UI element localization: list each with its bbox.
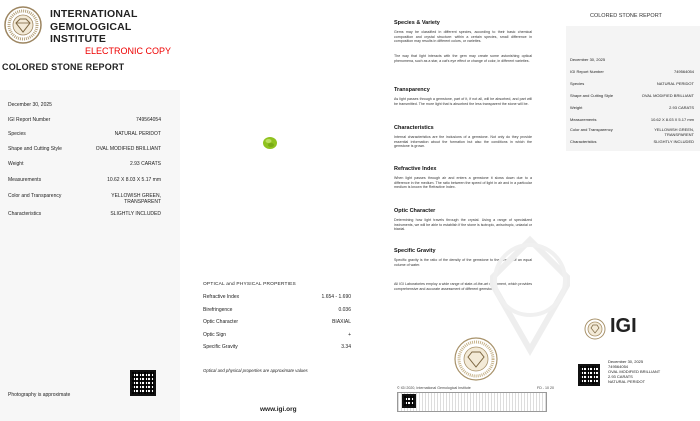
- report-number-label: IGI Report Number: [8, 117, 51, 123]
- org-line-1: INTERNATIONAL: [50, 8, 138, 20]
- gem-image: [262, 136, 278, 150]
- definition-title: Species & Variety: [394, 20, 440, 26]
- right-row-label: Weight: [570, 105, 583, 110]
- org-name: [50, 8, 138, 46]
- right-color-label: Color and Transparency: [570, 127, 613, 132]
- optical-value: 1.654 - 1.690: [321, 294, 351, 300]
- definition-title: Characteristics: [394, 125, 434, 131]
- optical-value: 0.036: [338, 306, 351, 313]
- igi-seal-icon: [4, 6, 42, 44]
- color-value-line-1: YELLOWISH GREEN,: [111, 193, 161, 199]
- right-color-value-1: YELLOWISH GREEN,: [654, 127, 694, 132]
- stub-line: 749564054: [608, 364, 629, 369]
- right-row-label: Species: [570, 81, 585, 86]
- measurements-label: Measurements: [8, 177, 42, 183]
- species-label: Species: [8, 131, 26, 137]
- optical-note: Optical and physical properties are approximate values: [203, 368, 308, 373]
- optical-value: BIAXIAL: [332, 319, 351, 325]
- weight-label: Weight: [8, 161, 24, 167]
- right-color-value-2: TRANSPARENT: [664, 132, 694, 137]
- shape-label: Shape and Cutting Style: [8, 146, 62, 152]
- optical-label: Birefringence: [203, 306, 233, 313]
- right-date: December 30, 2025: [570, 57, 606, 62]
- definition-text-extra: The way that light interacts with the gem may create some astonishing optical phenomena, such as a star, a cat's eye effect or change of color, in different varieties.: [394, 54, 532, 63]
- stub-info: [608, 359, 660, 384]
- right-row-value: 749564054: [673, 69, 694, 74]
- report-title: COLORED STONE REPORT: [2, 62, 125, 72]
- stub-line: December 30, 2025: [608, 359, 644, 364]
- optical-value: +: [348, 331, 351, 338]
- igi-seal-bottom-icon: [454, 337, 498, 381]
- org-line-3: INSTITUTE: [50, 33, 107, 45]
- middle-sheet: [195, 0, 360, 421]
- definition-text: When light passes through air and enters a gemstone it slows down due to a difference in the medium. The ratio between the speed of light in air and in a particular medium is known the Refractive Index.: [394, 176, 532, 190]
- optical-label: Specific Gravity: [203, 344, 238, 350]
- igi-logo-icon: [584, 318, 606, 340]
- org-line-2: GEMOLOGICAL: [50, 20, 132, 33]
- website-link[interactable]: www.igi.org: [260, 406, 297, 413]
- characteristics-label: Characteristics: [8, 211, 42, 217]
- definition-text: Determining how light travels through the crystal. Using a range of specialized instruments, we will be able to establish if the stone is isotropic, anisotropic, uniaxial or biaxial.: [394, 218, 532, 232]
- right-row-label: IGI Report Number: [570, 69, 604, 74]
- form-code: FD - 10 20: [537, 386, 554, 390]
- optical-value: 3.34: [341, 344, 351, 350]
- species-value: NATURAL PERIDOT: [114, 131, 161, 137]
- color-row: [8, 193, 161, 207]
- report-number-value: 749564054: [135, 117, 161, 123]
- right-row-value: 2.93 CARATS: [669, 105, 694, 110]
- optical-label: Refractive Index: [203, 294, 240, 300]
- right-row-value: OVAL MODIFIED BRILLIANT: [641, 93, 694, 98]
- definition-text-extra: All IGI Laboratories employ a wide range of state-of-the-art equipment, which provides comprehensive and accurate assessment of different gemstones.: [394, 282, 532, 291]
- qr-code-right: [578, 364, 600, 386]
- definition-text: Internal characteristics are the inclusions of a gemstone. Not only do they provide essential information about the formation but also the conditions in which the gemstone is grown.: [394, 135, 532, 149]
- right-color-value: [654, 127, 694, 137]
- right-row-value: 10.62 X 8.03 X 5.17 mm: [650, 117, 694, 122]
- right-char-value: SLIGHTLY INCLUDED: [653, 139, 694, 144]
- measurements-value: 10.62 X 8.03 X 5.17 mm: [107, 177, 161, 183]
- characteristics-value: SLIGHTLY INCLUDED: [110, 211, 161, 217]
- right-row-value: NATURAL PERIDOT: [656, 81, 694, 86]
- definition-text: Specific gravity is the ratio of the density of the gemstone to the density of an equal volume of water.: [394, 258, 532, 267]
- qr-code-left: [130, 370, 156, 396]
- optical-label: Optic Sign: [203, 331, 227, 338]
- definition-title: Specific Gravity: [394, 248, 436, 254]
- color-label: Color and Transparency: [8, 193, 62, 199]
- security-strip: [397, 392, 547, 412]
- definition-title: Refractive Index: [394, 166, 437, 172]
- optical-label: Optic Character: [203, 319, 239, 325]
- color-value-line-2: TRANSPARENT: [124, 199, 161, 205]
- electronic-copy-label: ELECTRONIC COPY: [85, 46, 172, 56]
- weight-value: 2.93 CARATS: [129, 161, 161, 167]
- right-char-label: Characteristics: [570, 139, 597, 144]
- color-value: [111, 193, 161, 205]
- stub-line: OVAL MODIFIED BRILLIANT: [608, 369, 661, 374]
- photo-note: Photography is approximate: [8, 392, 71, 398]
- optical-title: OPTICAL and PHYSICAL PROPERTIES: [203, 282, 296, 287]
- right-report-title: COLORED STONE REPORT: [590, 13, 662, 19]
- watermark-seal-icon: [490, 220, 570, 360]
- definition-text: Gems may be classified in different species, according to their basic chemical composition and crystal structure: within a certain species, small difference in composition may results in different colors, or varieties.: [394, 30, 532, 44]
- right-row-label: Shape and Cutting Style: [570, 93, 614, 98]
- right-row-label: Measurements: [570, 117, 597, 122]
- definition-title: Transparency: [394, 87, 430, 93]
- shape-value: OVAL MODIFIED BRILLIANT: [95, 146, 161, 152]
- definition-title: Optic Character: [394, 208, 436, 214]
- qr-code-middle: [402, 394, 416, 408]
- stub-line: 2.93 CARATS: [608, 374, 633, 379]
- stub-line: NATURAL PERIDOT: [608, 379, 646, 384]
- definition-text: As light passes through a gemstone, part of it, if not all, will be absorbed, and part will be transmitted. The more light that is absorbed the less transparent the stone will be.: [394, 97, 532, 106]
- copyright: © IGI 2020, International Gemological Institute: [397, 386, 471, 390]
- igi-logo-text: IGI: [610, 315, 637, 337]
